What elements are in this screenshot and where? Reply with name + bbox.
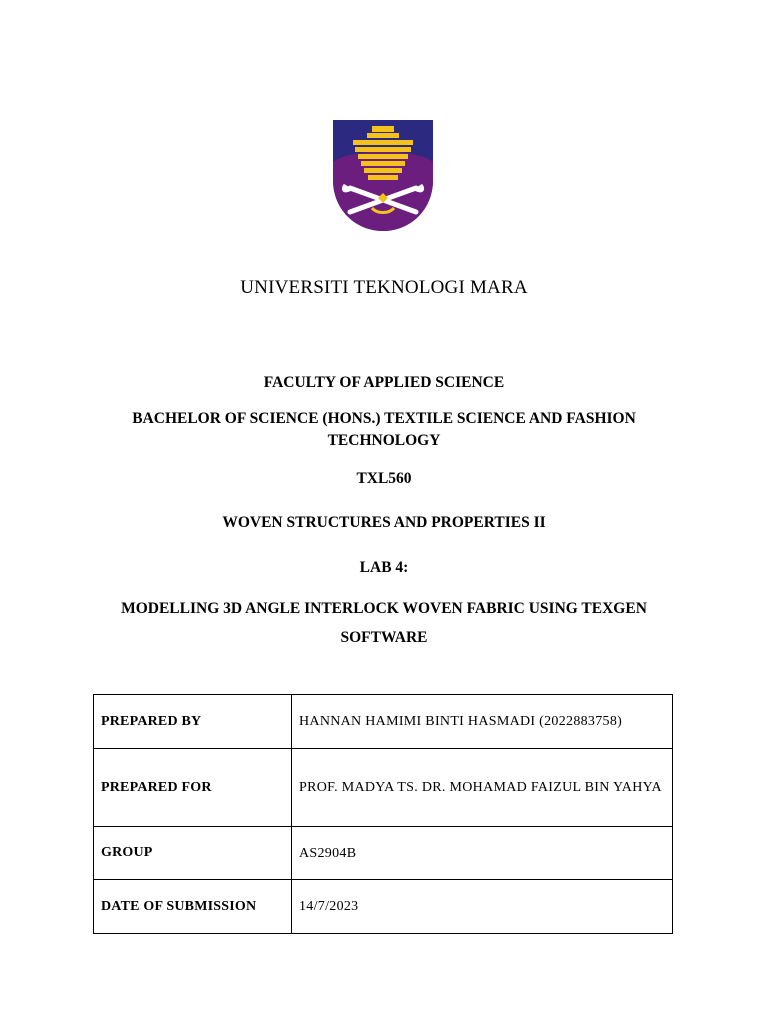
course-name: WOVEN STRUCTURES AND PROPERTIES II (222, 514, 546, 531)
table-row (94, 749, 673, 827)
uitm-crest-icon (332, 118, 434, 232)
submission-info-table (93, 694, 673, 934)
row-value-prepared-by: HANNAN HAMIMI BINTI HASMADI (2022883758) (292, 695, 673, 749)
programme-name: BACHELOR OF SCIENCE (HONS.) TEXTILE SCIENCE AND FASHION TECHNOLOGY (132, 410, 636, 449)
table-row (94, 880, 673, 934)
faculty-name: FACULTY OF APPLIED SCIENCE (263, 374, 505, 391)
row-label-date: DATE OF SUBMISSION (94, 880, 292, 934)
row-value-prepared-for: PROF. MADYA TS. DR. MOHAMAD FAIZUL BIN YAHYA (292, 749, 673, 827)
table-row (94, 695, 673, 749)
row-value-group: AS2904B (292, 827, 673, 880)
lab-number: LAB 4: (359, 559, 409, 576)
row-value-date: 14/7/2023 (292, 880, 673, 934)
row-label-prepared-by: PREPARED BY (94, 695, 292, 749)
university-name: UNIVERSITI TEKNOLOGI MARA (240, 277, 528, 298)
row-label-prepared-for: PREPARED FOR (94, 749, 292, 827)
row-label-group: GROUP (94, 827, 292, 880)
table-row (94, 827, 673, 880)
course-code: TXL560 (356, 470, 412, 487)
lab-title: MODELLING 3D ANGLE INTERLOCK WOVEN FABRIC USING TEXGEN SOFTWARE (121, 600, 647, 646)
